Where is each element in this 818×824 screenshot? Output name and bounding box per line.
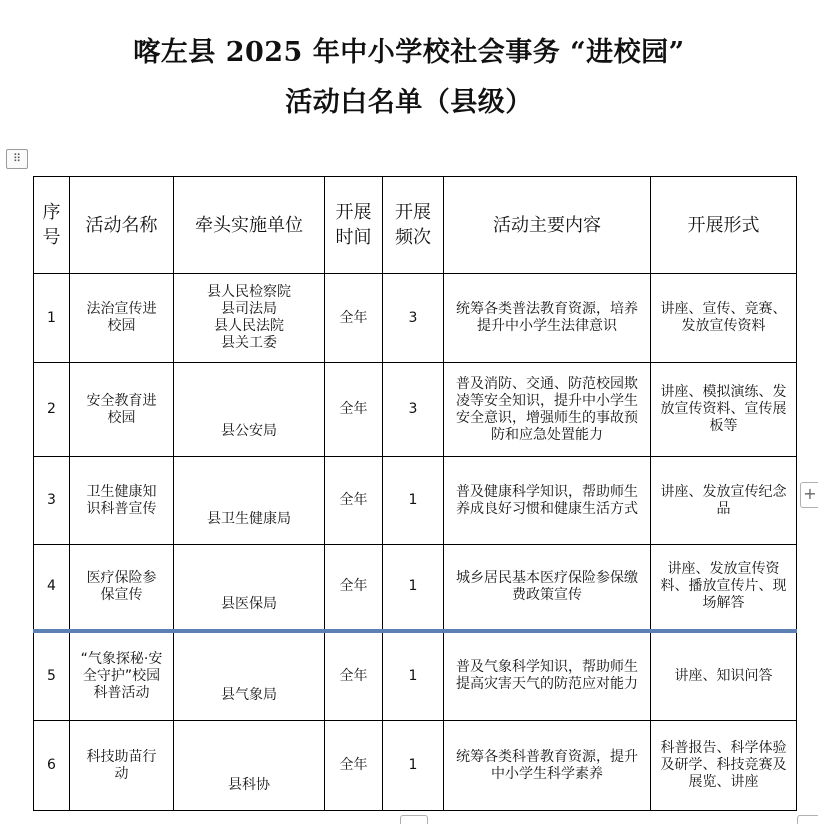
cell-unit: 县公安局: [174, 363, 325, 457]
cell-form: 讲座、知识问答: [651, 631, 797, 721]
cell-freq: 1: [383, 631, 444, 721]
cell-time: 全年: [325, 274, 383, 363]
header-unit: 牵头实施单位: [174, 177, 325, 274]
cell-name: 法治宣传进校园: [70, 274, 174, 363]
cell-time: 全年: [325, 457, 383, 545]
cell-form: 讲座、发放宣传资料、播放宣传片、现场解答: [651, 545, 797, 631]
cell-name: 医疗保险参保宣传: [70, 545, 174, 631]
cell-no: 4: [34, 545, 70, 631]
cell-name: “气象探秘·安全守护”校园科普活动: [70, 631, 174, 721]
cell-unit: 县卫生健康局: [174, 457, 325, 545]
cell-unit: 县医保局: [174, 545, 325, 631]
table-row: [34, 631, 797, 721]
cell-content: 统筹各类科普教育资源，提升中小学生科学素养: [444, 721, 651, 811]
add-row-tab[interactable]: [400, 815, 428, 824]
cell-no: 2: [34, 363, 70, 457]
cell-content: 普及气象科学知识，帮助师生提高灾害天气的防范应对能力: [444, 631, 651, 721]
cell-content: 普及健康科学知识，帮助师生养成良好习惯和健康生活方式: [444, 457, 651, 545]
cell-time: 全年: [325, 363, 383, 457]
table-row: [34, 721, 797, 811]
cell-freq: 3: [383, 274, 444, 363]
add-column-plus-icon[interactable]: +: [800, 482, 818, 508]
header-no: 序号: [34, 177, 70, 274]
header-freq: 开展频次: [383, 177, 444, 274]
header-name: 活动名称: [70, 177, 174, 274]
document-title-line1: 喀左县 2025 年中小学校社会事务 “进校园”: [133, 37, 685, 68]
cell-name: 科技助苗行动: [70, 721, 174, 811]
cell-unit: 县人民检察院 县司法局 县人民法院 县关工委: [174, 274, 325, 363]
cell-content: 普及消防、交通、防范校园欺凌等安全知识，提升中小学生安全意识，增强师生的事故预防和应急处置能力: [444, 363, 651, 457]
header-content: 活动主要内容: [444, 177, 651, 274]
cell-form: 科普报告、科学体验及研学、科技竞赛及展览、讲座: [651, 721, 797, 811]
cell-unit: 县气象局: [174, 631, 325, 721]
cell-time: 全年: [325, 545, 383, 631]
cell-freq: 1: [383, 457, 444, 545]
cell-time: 全年: [325, 721, 383, 811]
cell-no: 3: [34, 457, 70, 545]
table-row: [34, 545, 797, 631]
table-move-handle-icon[interactable]: ⠿: [6, 149, 28, 169]
cell-name: 安全教育进校园: [70, 363, 174, 457]
table-resize-tab[interactable]: [797, 815, 818, 824]
header-form: 开展形式: [651, 177, 797, 274]
cell-form: 讲座、模拟演练、发放宣传资料、宣传展板等: [651, 363, 797, 457]
table-header-row: [34, 177, 797, 274]
whitelist-table: [33, 176, 797, 811]
table-row: [34, 457, 797, 545]
cell-no: 5: [34, 631, 70, 721]
document-title-line2: 活动白名单（县级）: [285, 87, 533, 118]
cell-content: 城乡居民基本医疗保险参保缴费政策宣传: [444, 545, 651, 631]
cell-no: 1: [34, 274, 70, 363]
cell-no: 6: [34, 721, 70, 811]
cell-unit: 县科协: [174, 721, 325, 811]
table-row: [34, 274, 797, 363]
cell-content: 统筹各类普法教育资源，培养提升中小学生法律意识: [444, 274, 651, 363]
cell-name: 卫生健康知识科普宣传: [70, 457, 174, 545]
cell-freq: 1: [383, 721, 444, 811]
cell-freq: 1: [383, 545, 444, 631]
cell-time: 全年: [325, 631, 383, 721]
table-row: [34, 363, 797, 457]
cell-form: 讲座、宣传、竞赛、发放宣传资料: [651, 274, 797, 363]
cell-freq: 3: [383, 363, 444, 457]
header-time: 开展时间: [325, 177, 383, 274]
cell-form: 讲座、发放宣传纪念品: [651, 457, 797, 545]
